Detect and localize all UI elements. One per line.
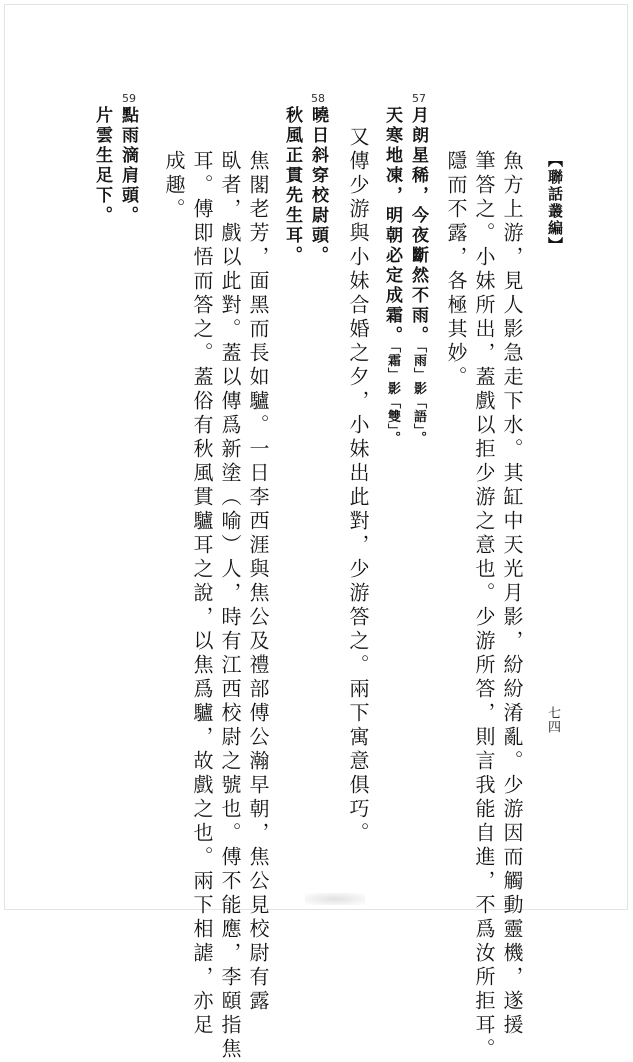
couplet-annotation: 「雨」影「語」。 xyxy=(411,346,426,445)
text-column: 焦閣老芳，面黑而長如驢。一日李西涯與焦公及禮部傅公瀚早朝，焦公見校尉有露 xyxy=(246,150,270,1014)
text-column: 魚方上游，見人影急走下水。其缸中天光月影，紛紛淆亂。少游因而觸動靈機，遂援 xyxy=(500,150,524,1038)
text-column: 筆答之。小妹所出，蓋戲以拒少游之意也。少游所答，則言我能自進，不爲汝所拒耳。 xyxy=(472,150,496,1062)
couplet-first-line xyxy=(406,106,430,445)
couplet-second-line: 片雲生足下。 xyxy=(92,106,112,226)
entry-number: 59 xyxy=(122,92,136,105)
text-column: 隱而不露，各極其妙。 xyxy=(444,150,468,390)
text-column: 臥者，戲以此對。蓋以傳爲新塗（喻）人，時有江西校尉之號也。傅不能應，李頤指焦 xyxy=(218,150,242,1062)
couplet-text: 月朗星稀，今夜斷然不雨。 xyxy=(408,106,428,346)
couplet-annotation: 「霜」影「雙」。 xyxy=(385,346,400,445)
couplet-first-line: 曉日斜穿校尉頭。 xyxy=(308,106,328,266)
entry-number: 57 xyxy=(412,92,426,105)
text-column: 成趣。 xyxy=(162,150,186,222)
text-column: 又傳少游與小妹合婚之夕，小妹出此對，少游答之。兩下寓意俱巧。 xyxy=(346,126,370,846)
entry-number: 58 xyxy=(311,92,325,105)
scan-artifact xyxy=(305,893,365,905)
couplet-second-line xyxy=(380,106,404,445)
page-number: 七四 xyxy=(545,706,560,734)
couplet-first-line: 點雨滴肩頭。 xyxy=(118,106,138,226)
text-column: 耳。傅即悟而答之。蓋俗有秋風貫驢耳之說，以焦爲驢，故戲之也。兩下相謔，亦足 xyxy=(190,150,214,1038)
running-header: 【聯話叢編】 xyxy=(546,152,564,254)
couplet-text: 天寒地凍，明朝必定成霜。 xyxy=(382,106,402,346)
couplet-second-line: 秋風正貫先生耳。 xyxy=(282,106,302,266)
